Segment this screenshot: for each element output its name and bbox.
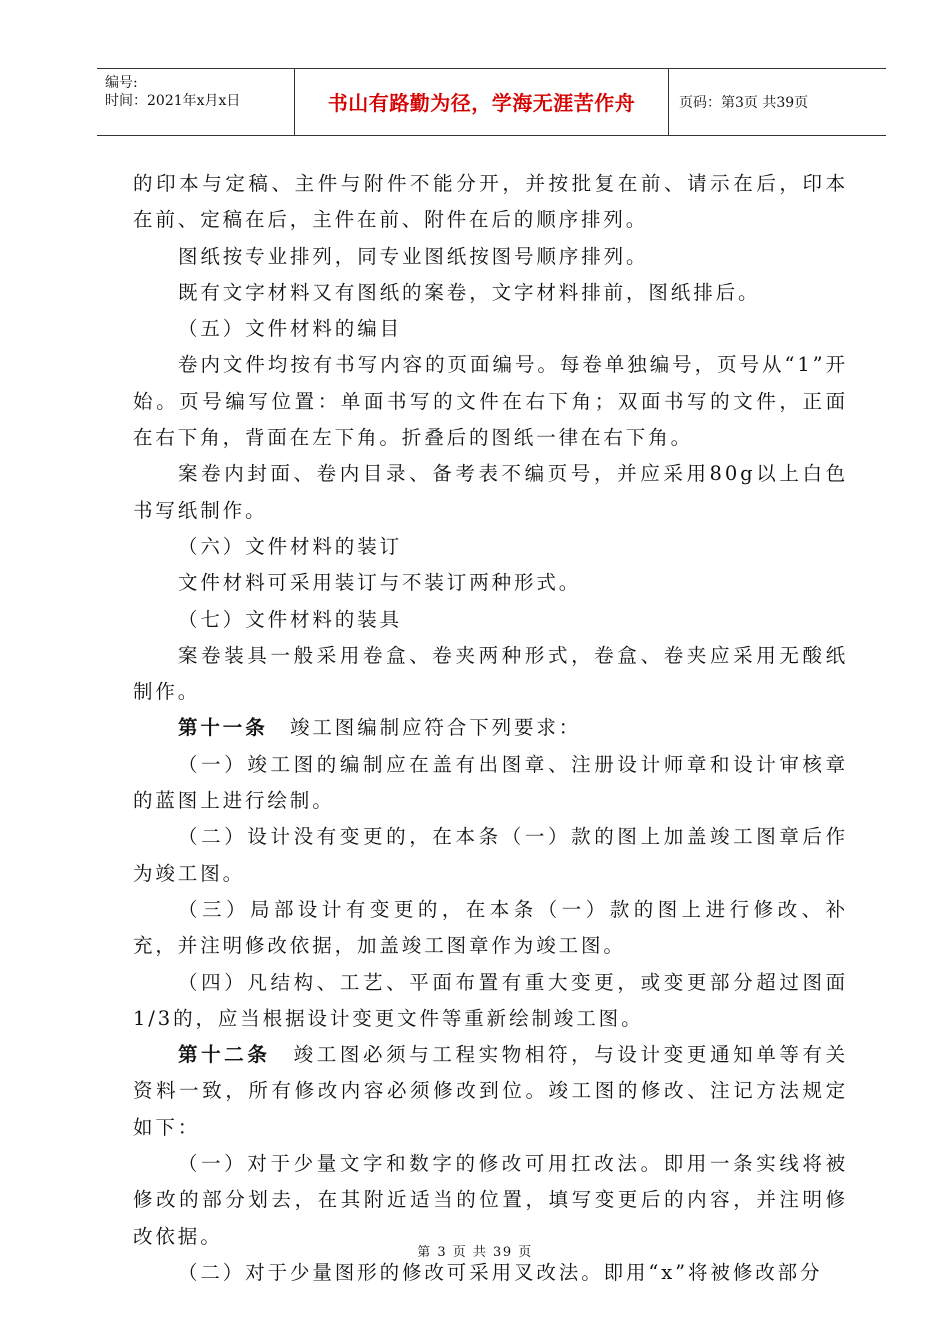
paragraph-text: （二）对于少量图形的修改可采用叉改法。即用“x”将被修改部分 [178,1260,823,1284]
paragraph-text: 的印本与定稿、主件与附件不能分开，并按批复在前、请示在后，印本在前、定稿在后，主件在前、附件在后的顺序排列。 [133,172,848,232]
paragraph-text: （一）竣工图的编制应在盖有出图章、注册设计师章和设计审核章的蓝图上进行绘制。 [133,752,848,813]
document-header [97,68,886,136]
paragraph-text: 竣工图编制应符合下列要求： [267,716,582,740]
body-paragraph [133,565,848,601]
body-paragraph [133,311,848,347]
document-body [133,166,848,1291]
article-heading: 第十一条 [178,716,268,740]
paragraph-text: （四）凡结构、工艺、平面布置有重大变更，或变更部分超过图面1/3的，应当根据设计变更文件等重新绘制竣工图。 [133,970,848,1030]
body-paragraph [133,275,848,311]
document-time-label: 时间：2021年x月x日 [105,93,241,109]
body-paragraph [133,166,848,239]
body-paragraph [133,819,848,892]
paragraph-text: （五）文件材料的编目 [178,317,403,341]
document-code-label: 编号: [105,75,138,91]
body-paragraph [133,892,848,965]
body-paragraph [133,965,848,1038]
paragraph-text: 案卷装具一般采用卷盒、卷夹两种形式，卷盒、卷夹应采用无酸纸制作。 [133,643,848,704]
body-paragraph [133,456,848,529]
paragraph-text: 卷内文件均按有书写内容的页面编号。每卷单独编号，页号从“1”开始。页号编写位置：单面书写的文件在右下角；双面书写的文件，正面在右下角，背面在左下角。折叠后的图纸一律在右下角。 [133,353,848,450]
paragraph-text: 案卷内封面、卷内目录、备考表不编页号，并应采用80g以上白色书写纸制作。 [133,462,848,522]
header-motto: 书山有路勤为径，学海无涯苦作舟 [327,91,636,115]
header-page-cell [669,69,886,135]
header-meta-cell [97,69,295,135]
body-paragraph [133,1037,848,1146]
paragraph-text: 图纸按专业排列，同专业图纸按图号顺序排列。 [178,244,649,268]
body-paragraph [133,529,848,565]
header-motto-cell [295,69,669,135]
paragraph-text: （一）对于少量文字和数字的修改可用扛改法。即用一条实线将被修改的部分划去，在其附近适当的位置，填写变更后的内容，并注明修改依据。 [133,1152,848,1248]
body-paragraph [133,710,848,746]
body-paragraph [133,1146,848,1255]
paragraph-text: 文件材料可采用装订与不装订两种形式。 [178,571,582,595]
paragraph-text: （六）文件材料的装订 [178,534,403,558]
paragraph-text: （二）设计没有变更的，在本条（一）款的图上加盖竣工图章后作为竣工图。 [133,825,848,885]
paragraph-text: 既有文字材料又有图纸的案卷，文字材料排前，图纸排后。 [178,280,761,304]
paragraph-text: （七）文件材料的装具 [178,607,403,631]
body-paragraph [133,747,848,820]
paragraph-text: 竣工图必须与工程实物相符，与设计变更通知单等有关资料一致，所有修改内容必须修改到位。竣工图的修改、注记方法规定如下： [133,1043,848,1139]
body-paragraph [133,347,848,456]
body-paragraph [133,638,848,711]
header-page-info: 页码：第3页 共39页 [679,95,809,111]
body-paragraph [133,239,848,275]
body-paragraph [133,602,848,638]
article-heading: 第十二条 [178,1043,271,1067]
paragraph-text: （三）局部设计有变更的，在本条（一）款的图上进行修改、补充，并注明修改依据，加盖竣工图章作为竣工图。 [133,897,848,958]
page-footer: 第 3 页 共 39 页 [417,1245,533,1260]
